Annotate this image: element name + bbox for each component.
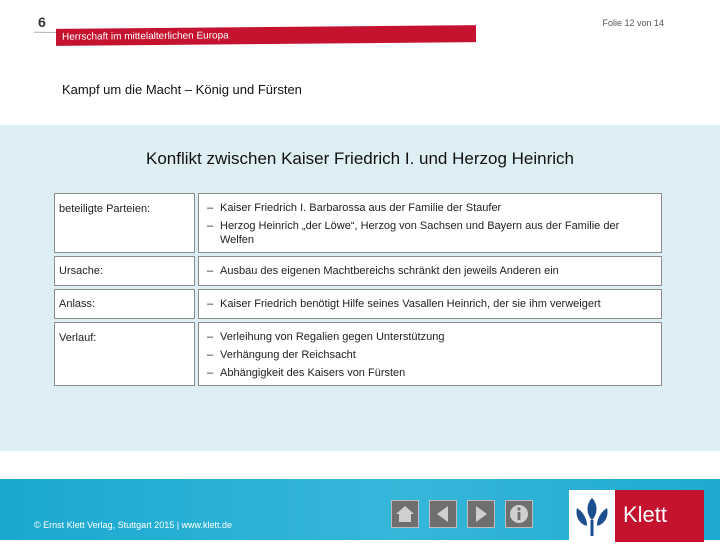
list-item <box>207 219 655 247</box>
row-label: Ursache: <box>54 256 195 286</box>
list-item-text: Herzog Heinrich „der Löwe“, Herzog von Sachsen und Bayern aus der Familie der Welfen <box>220 220 620 246</box>
slide-subtitle: Kampf um die Macht – König und Fürsten <box>62 82 302 97</box>
list-item <box>207 366 655 380</box>
list-item-text: Kaiser Friedrich benötigt Hilfe seines Vasallen Heinrich, der sie ihm verweigert <box>220 298 601 310</box>
slide-counter: Folie 12 von 14 <box>602 18 664 28</box>
footer <box>0 479 720 540</box>
back-icon <box>433 504 453 524</box>
klett-emblem-icon <box>569 490 615 542</box>
slide-title: Konflikt zwischen Kaiser Friedrich I. und Herzog Heinrich <box>145 149 574 168</box>
dash-bullet: – <box>207 265 214 277</box>
table-row <box>54 193 662 253</box>
list-item-text: Ausbau des eigenen Machtbereichs schränkt den jeweils Anderen ein <box>220 265 559 277</box>
row-content <box>198 193 662 253</box>
section-banner: Herrschaft im mittelalterlichen Europa <box>56 25 476 46</box>
list-item <box>207 297 655 311</box>
info-icon <box>508 503 530 525</box>
forward-icon <box>471 504 491 524</box>
dash-bullet: – <box>207 367 214 379</box>
list-item-text: Abhängigkeit des Kaisers von Fürsten <box>220 367 406 379</box>
table-row <box>54 322 662 386</box>
list-item <box>207 348 655 362</box>
dash-bullet: – <box>207 220 214 232</box>
home-icon <box>394 504 416 524</box>
info-button[interactable] <box>505 500 533 528</box>
row-content <box>198 256 662 286</box>
row-content <box>198 289 662 319</box>
dash-bullet: – <box>207 202 214 214</box>
row-content <box>198 322 662 386</box>
back-button[interactable] <box>429 500 457 528</box>
dash-bullet: – <box>207 349 214 361</box>
row-label: Verlauf: <box>54 322 195 386</box>
info-table <box>54 193 662 389</box>
klett-logo <box>569 490 704 542</box>
list-item <box>207 264 655 278</box>
list-item <box>207 330 655 344</box>
dash-bullet: – <box>207 331 214 343</box>
list-item <box>207 201 655 215</box>
list-item-text: Kaiser Friedrich I. Barbarossa aus der Familie der Staufer <box>220 202 502 214</box>
slide-number: 6 <box>38 14 46 30</box>
row-label: beteiligte Parteien: <box>54 193 195 253</box>
row-label: Anlass: <box>54 289 195 319</box>
table-row <box>54 256 662 286</box>
forward-button[interactable] <box>467 500 495 528</box>
table-row <box>54 289 662 319</box>
copyright-text: © Ernst Klett Verlag, Stuttgart 2015 | www.klett.de <box>34 520 233 530</box>
list-item-text: Verleihung von Regalien gegen Unterstützung <box>220 331 445 343</box>
dash-bullet: – <box>207 298 214 310</box>
klett-wordmark-text: Klett <box>623 502 668 527</box>
klett-wordmark <box>615 490 704 542</box>
home-button[interactable] <box>391 500 419 528</box>
list-item-text: Verhängung der Reichsacht <box>220 349 356 361</box>
